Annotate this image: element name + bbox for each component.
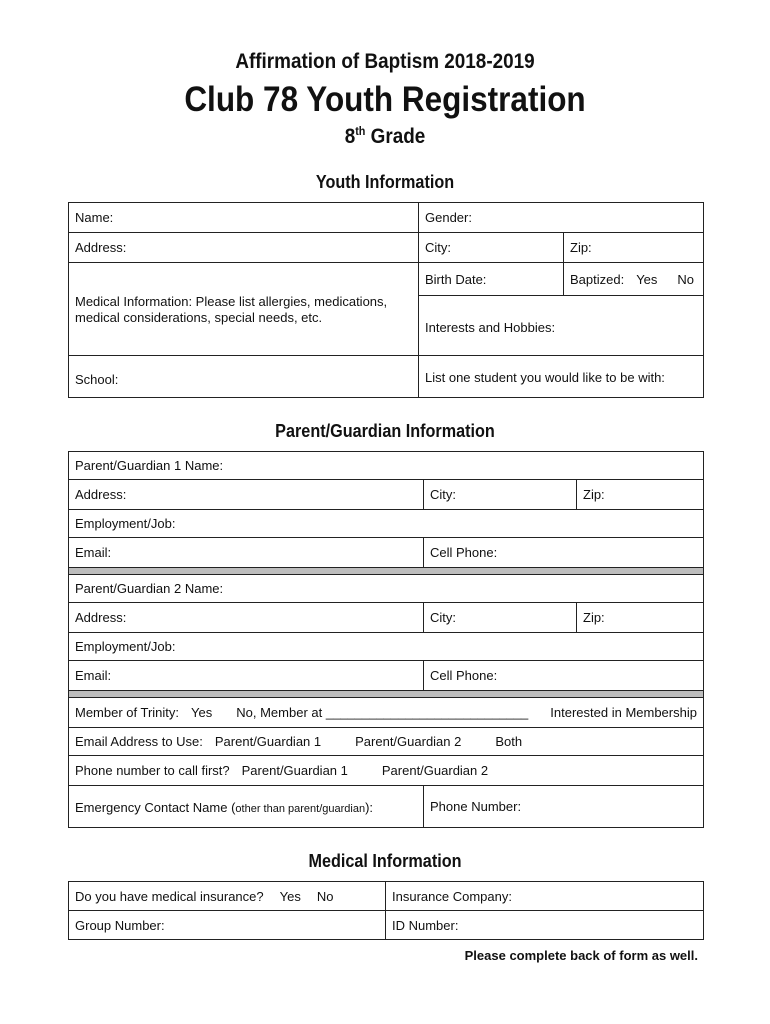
medical-info-table <box>68 881 704 940</box>
form-title: Club 78 Youth Registration <box>184 80 586 119</box>
insurance-yes-option[interactable]: Yes <box>279 888 301 904</box>
youth-gender-field[interactable]: Gender: <box>419 203 704 233</box>
parent1-cell-field[interactable]: Cell Phone: <box>424 538 704 568</box>
member-no-option[interactable]: No, Member at ____________________________ <box>236 705 529 720</box>
parent2-name-field[interactable]: Parent/Guardian 2 Name: <box>69 575 704 603</box>
parent2-address-field[interactable]: Address: <box>69 603 424 633</box>
youth-zip-field[interactable]: Zip: <box>564 233 704 263</box>
baptized-no-option[interactable]: No <box>677 271 695 287</box>
medical-section-heading: Medical Information <box>308 851 462 871</box>
insurance-question-field: Do you have medical insurance? Yes No <box>69 882 386 911</box>
parent2-cell-field[interactable]: Cell Phone: <box>424 661 704 691</box>
youth-baptized-field[interactable]: Baptized: Yes No <box>564 263 704 296</box>
phone-first-pg1-option[interactable]: Parent/Guardian 1 <box>241 763 348 778</box>
youth-birthdate-field[interactable]: Birth Date: <box>419 263 564 296</box>
youth-interests-field[interactable]: Interests and Hobbies: <box>419 296 704 356</box>
parent1-employment-field[interactable]: Employment/Job: <box>69 510 704 538</box>
youth-info-table <box>68 202 704 398</box>
membership-row: Member of Trinity: Yes No, Member at ____________________________ Interested in Membership <box>69 698 704 728</box>
email-use-pg1-option[interactable]: Parent/Guardian 1 <box>214 734 322 749</box>
emergency-contact-field[interactable]: Emergency Contact Name (other than parent/guardian): <box>69 786 424 828</box>
parent1-name-field[interactable]: Parent/Guardian 1 Name: <box>69 452 704 480</box>
insurance-company-field[interactable]: Insurance Company: <box>386 882 704 911</box>
parent2-zip-field[interactable]: Zip: <box>577 603 704 633</box>
parent-section-heading: Parent/Guardian Information <box>275 421 495 441</box>
youth-school-field[interactable]: School: <box>69 356 419 398</box>
youth-name-field[interactable]: Name: <box>69 203 419 233</box>
group-number-field[interactable]: Group Number: <box>69 911 386 940</box>
section-divider <box>69 691 704 698</box>
parent2-city-field[interactable]: City: <box>424 603 577 633</box>
id-number-field[interactable]: ID Number: <box>386 911 704 940</box>
parent1-email-field[interactable]: Email: <box>69 538 424 568</box>
member-yes-option[interactable]: Yes <box>191 705 213 720</box>
email-use-both-option[interactable]: Both <box>495 734 523 749</box>
member-interested-option[interactable]: Interested in Membership <box>550 705 697 720</box>
email-use-pg2-option[interactable]: Parent/Guardian 2 <box>355 734 462 749</box>
parent2-employment-field[interactable]: Employment/Job: <box>69 633 704 661</box>
youth-city-field[interactable]: City: <box>419 233 564 263</box>
parent1-address-field[interactable]: Address: <box>69 480 424 510</box>
parent-info-table <box>68 451 704 828</box>
youth-section-heading: Youth Information <box>315 172 455 192</box>
phone-first-row: Phone number to call first? Parent/Guardian 1 Parent/Guardian 2 <box>69 756 704 786</box>
parent1-zip-field[interactable]: Zip: <box>577 480 704 510</box>
youth-address-field[interactable]: Address: <box>69 233 419 263</box>
phone-first-pg2-option[interactable]: Parent/Guardian 2 <box>381 763 489 778</box>
baptized-yes-option[interactable]: Yes <box>636 271 658 287</box>
grade-label: 8th Grade <box>344 124 426 148</box>
parent2-email-field[interactable]: Email: <box>69 661 424 691</box>
section-divider <box>69 568 704 575</box>
parent1-city-field[interactable]: City: <box>424 480 577 510</box>
emergency-phone-field[interactable]: Phone Number: <box>424 786 704 828</box>
form-subtitle: Affirmation of Baptism 2018-2019 <box>235 50 535 73</box>
insurance-no-option[interactable]: No <box>316 888 334 904</box>
footer-note: Please complete back of form as well. <box>464 948 698 963</box>
email-use-row: Email Address to Use: Parent/Guardian 1 Parent/Guardian 2 Both <box>69 728 704 756</box>
youth-student-with-field[interactable]: List one student you would like to be with: <box>419 356 704 398</box>
youth-medical-field[interactable]: Medical Information: Please list allergies, medications, medical considerations, special needs, etc. <box>69 263 419 356</box>
